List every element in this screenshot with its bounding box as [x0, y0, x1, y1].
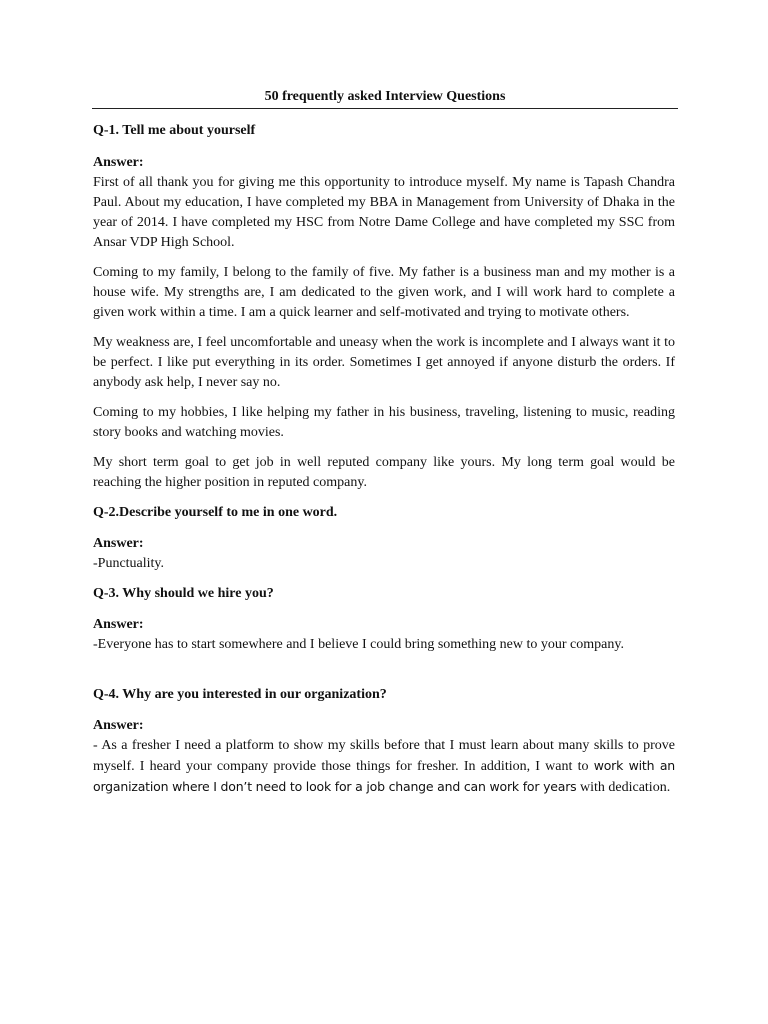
question-2: Q-2.Describe yourself to me in one word. — [93, 505, 338, 520]
answer-1-paragraph-1: First of all thank you for giving me this opportunity to introduce myself. My name is Tapash Chandra Paul. About my education, I have completed my BBA in Management from University of Dhaka in the year of 2014. I have completed my HSC from Notre Dame College and have completed my SSC from Ansar VDP High School. — [93, 175, 675, 250]
answer-label-3: Answer: — [93, 617, 144, 632]
answer-1-paragraph-4: Coming to my hobbies, I like helping my father in his business, traveling, listening to music, reading story books and watching movies. — [93, 405, 675, 440]
question-3: Q-3. Why should we hire you? — [93, 586, 274, 601]
qa-section-4 — [93, 685, 675, 798]
qa-section-1 — [93, 121, 675, 493]
question-1: Q-1. Tell me about yourself — [93, 123, 256, 138]
question-4: Q-4. Why are you interested in our organization? — [93, 687, 387, 702]
qa-section-3 — [93, 584, 675, 655]
answer-label-1: Answer: — [93, 155, 144, 170]
document-body — [93, 120, 675, 798]
answer-label-4: Answer: — [93, 718, 144, 733]
answer-2-paragraph-1: -Punctuality. — [93, 556, 165, 571]
document-title: 50 frequently asked Interview Questions — [264, 89, 506, 104]
answer-4-text-part-1: - As a fresher I need a platform to show my skills before that I must learn about many skills to prove myself. I heard your company provide those things for fresher. In addition, I want to — [93, 738, 675, 774]
answer-1-paragraph-3: My weakness are, I feel uncomfortable and uneasy when the work is incomplete and I always want it to be perfect. I like put everything in its order. Sometimes I get annoyed if anyone disturb the orders. If anybody ask help, I never say no. — [93, 335, 675, 390]
answer-label-2: Answer: — [93, 536, 144, 551]
answer-4-text-part-2: work with an organization where I don’t need to look for a job change and can work for years — [93, 758, 676, 794]
answer-3-paragraph-1: -Everyone has to start somewhere and I believe I could bring something new to your company. — [93, 637, 624, 652]
title-underline — [92, 108, 678, 109]
answer-1-paragraph-5: My short term goal to get job in well reputed company like yours. My long term goal would be reaching the higher position in reputed company. — [93, 455, 675, 490]
qa-section-2 — [93, 503, 675, 574]
answer-1-paragraph-2: Coming to my family, I belong to the family of five. My father is a business man and my mother is a house wife. My strengths are, I am dedicated to the given work, and I will work hard to complete a given work within a time. I am a quick learner and self-motivated and trying to motivate others. — [93, 265, 675, 320]
answer-4-paragraph-1 — [93, 736, 675, 798]
answer-4-text-part-3: with dedication. — [580, 780, 671, 795]
